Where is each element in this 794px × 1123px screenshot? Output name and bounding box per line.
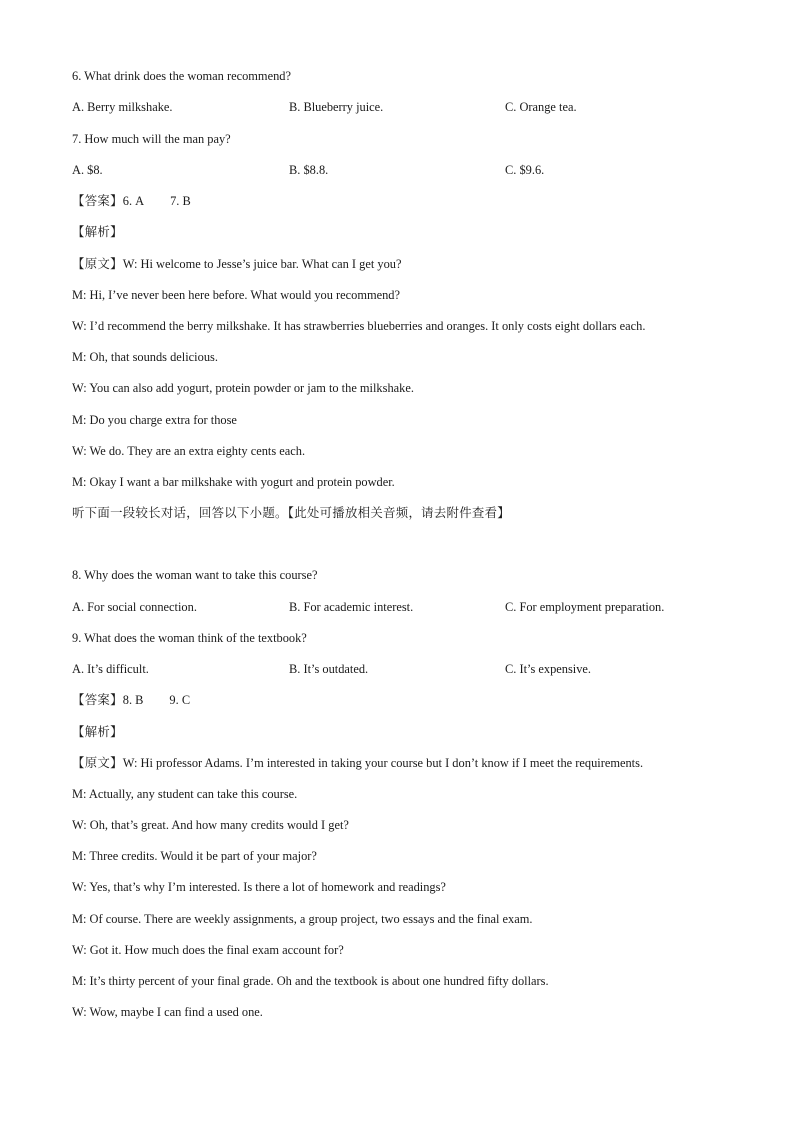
original-label: 【原文】 bbox=[72, 755, 123, 770]
transcript-line bbox=[72, 256, 401, 272]
answer-label: 【答案】 bbox=[72, 692, 123, 707]
answer-8: 8. B bbox=[122, 693, 144, 707]
dialogue-line: M: Actually, any student can take this course. bbox=[72, 787, 298, 801]
question-7: 7. How much will the man pay? bbox=[72, 132, 231, 146]
dialogue-line: M: Of course. There are weekly assignments, a group project, two essays and the final exam. bbox=[72, 912, 533, 926]
listening-instruction: 听下面一段较长对话，回答以下小题。【此处可播放相关音频，请去附件查看】 bbox=[72, 505, 510, 520]
answer-label: 【答案】 bbox=[72, 193, 123, 208]
dialogue-line: W: Yes, that’s why I’m interested. Is there a lot of homework and readings? bbox=[72, 880, 446, 894]
dialogue-line: W: We do. They are an extra eighty cents each. bbox=[72, 444, 306, 458]
answer-9: 9. C bbox=[169, 693, 191, 707]
q7-option-b: B. $8.8. bbox=[289, 163, 329, 177]
question-9: 9. What does the woman think of the textbook? bbox=[72, 631, 307, 645]
dialogue-line: M: Oh, that sounds delicious. bbox=[72, 350, 218, 364]
dialogue-line: W: Hi professor Adams. I’m interested in taking your course but I don’t know if I meet the requirements. bbox=[122, 756, 644, 770]
q9-option-a: A. It’s difficult. bbox=[72, 662, 149, 676]
answer-line-1 bbox=[72, 193, 191, 209]
answer-6: 6. A bbox=[122, 194, 145, 208]
original-label: 【原文】 bbox=[72, 256, 123, 271]
q9-option-c: C. It’s expensive. bbox=[505, 662, 592, 676]
question-6: 6. What drink does the woman recommend? bbox=[72, 69, 291, 83]
transcript-line bbox=[72, 755, 643, 771]
question-8: 8. Why does the woman want to take this course? bbox=[72, 568, 318, 582]
analysis-label: 【解析】 bbox=[72, 224, 123, 239]
q8-option-b: B. For academic interest. bbox=[289, 600, 414, 614]
q8-option-c: C. For employment preparation. bbox=[505, 600, 665, 614]
dialogue-line: W: Wow, maybe I can find a used one. bbox=[72, 1005, 263, 1019]
q6-option-a: A. Berry milkshake. bbox=[72, 100, 173, 114]
dialogue-line: W: Oh, that’s great. And how many credits would I get? bbox=[72, 818, 349, 832]
dialogue-line: M: Hi, I’ve never been here before. What would you recommend? bbox=[72, 288, 400, 302]
dialogue-line: W: I’d recommend the berry milkshake. It has strawberries blueberries and oranges. It only costs eight dollars each. bbox=[72, 319, 646, 333]
dialogue-line: M: It’s thirty percent of your final grade. Oh and the textbook is about one hundred fifty dollars. bbox=[72, 974, 549, 988]
q7-option-a: A. $8. bbox=[72, 163, 103, 177]
q9-option-b: B. It’s outdated. bbox=[289, 662, 369, 676]
dialogue-line: M: Three credits. Would it be part of your major? bbox=[72, 849, 317, 863]
analysis-label: 【解析】 bbox=[72, 724, 123, 739]
dialogue-line: M: Do you charge extra for those bbox=[72, 413, 237, 427]
answer-line-2 bbox=[72, 692, 190, 708]
dialogue-line: W: Got it. How much does the final exam account for? bbox=[72, 943, 344, 957]
dialogue-line: W: You can also add yogurt, protein powder or jam to the milkshake. bbox=[72, 381, 414, 395]
q6-option-b: B. Blueberry juice. bbox=[289, 100, 384, 114]
dialogue-line: M: Okay I want a bar milkshake with yogurt and protein powder. bbox=[72, 475, 395, 489]
answer-7: 7. B bbox=[170, 194, 191, 208]
dialogue-line: W: Hi welcome to Jesse’s juice bar. What can I get you? bbox=[122, 257, 402, 271]
q6-option-c: C. Orange tea. bbox=[505, 100, 577, 114]
q8-option-a: A. For social connection. bbox=[72, 600, 197, 614]
q7-option-c: C. $9.6. bbox=[505, 163, 545, 177]
